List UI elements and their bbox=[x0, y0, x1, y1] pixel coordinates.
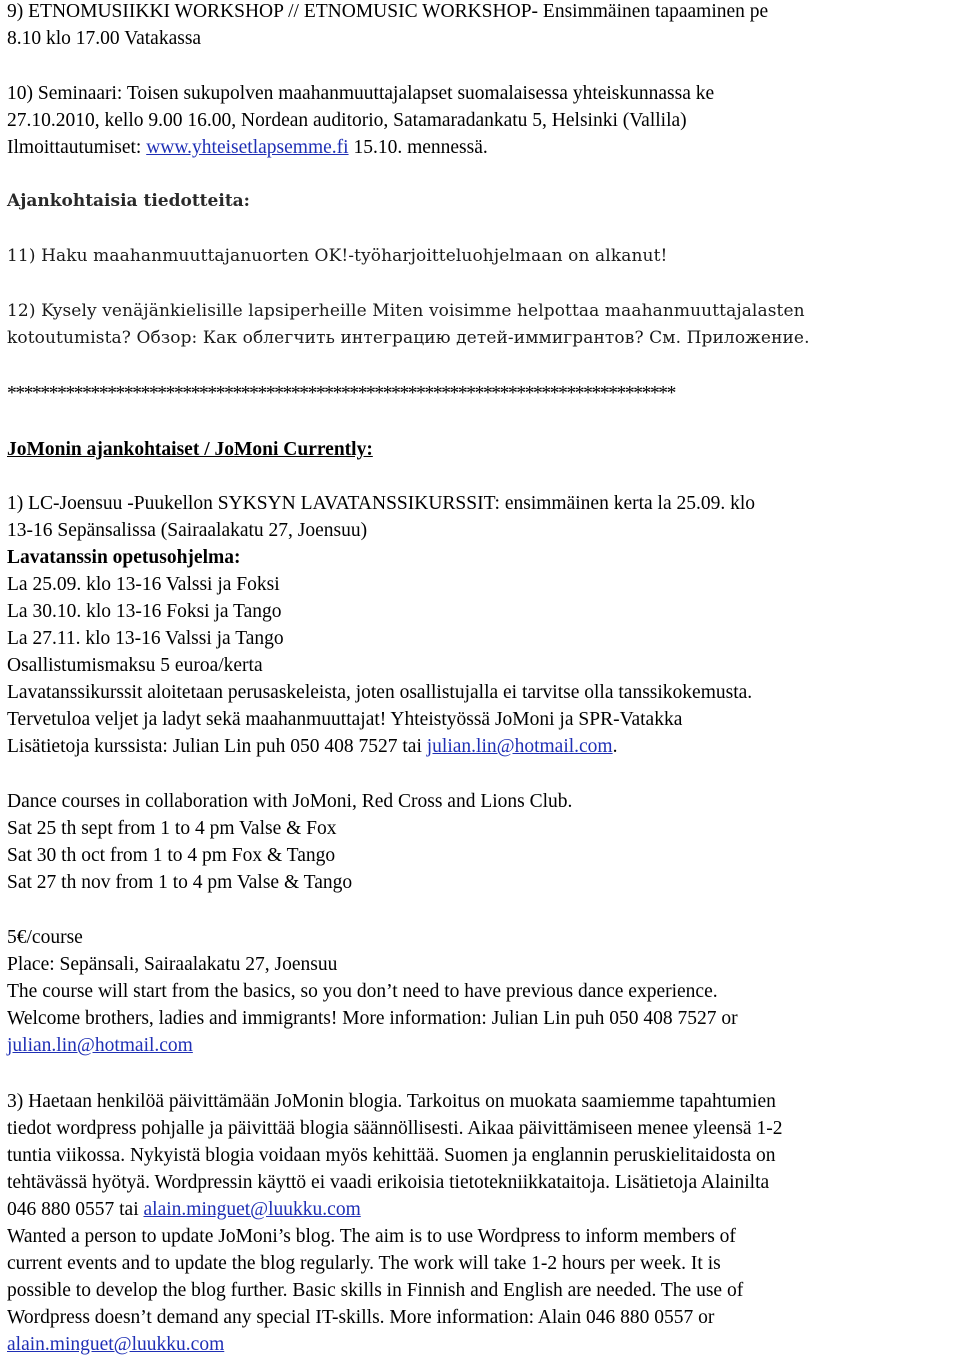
schedule-en-item: Sat 25 th sept from 1 to 4 pm Valse & Fox bbox=[7, 818, 337, 839]
item3-en-line: Wanted a person to update JoMoni’s blog. The aim is to use Wordpress to inform members of bbox=[7, 1226, 736, 1247]
price-en: 5€/course bbox=[7, 927, 83, 948]
item10-line2: 27.10.2010, kello 9.00 16.00, Nordean auditorio, Satamaradankatu 5, Helsinki (Vallila) bbox=[7, 110, 687, 131]
jomoni-heading: JoMonin ajankohtaiset / JoMoni Currently: bbox=[7, 439, 373, 460]
basics-en: The course will start from the basics, so you don’t need to have previous dance experience. bbox=[7, 981, 718, 1002]
item3-en-line: possible to develop the blog further. Basic skills in Finnish and English are needed. The use of bbox=[7, 1280, 744, 1301]
julian-email-link[interactable]: julian.lin@hotmail.com bbox=[7, 1035, 193, 1056]
info-fi-period: . bbox=[612, 736, 618, 757]
item10-registration-label: Ilmoittautumiset: bbox=[7, 137, 147, 158]
alain-email-link[interactable]: alain.minguet@luukku.com bbox=[7, 1334, 225, 1355]
jomoni-item1-line1: 1) LC-Joensuu -Puukellon SYKSYN LAVATANSSIKURSSIT: ensimmäinen kerta la 25.09. klo bbox=[7, 493, 756, 514]
welcome-en-link-line bbox=[7, 1032, 193, 1059]
item3-fi-line: tehtävässä hyötyä. Wordpressin käyttö ei vaadi erikoisia tietotekniikkataitoja. Lisätietoja Alainilta bbox=[7, 1172, 770, 1193]
program-heading: Lavatanssin opetusohjelma: bbox=[7, 547, 241, 568]
program-item: La 25.09. klo 13-16 Valssi ja Foksi bbox=[7, 574, 280, 595]
info-fi bbox=[7, 733, 617, 760]
news-item11: 11) Haku maahanmuuttajanuorten OK!-työharjoitteluohjelmaan on alkanut! bbox=[7, 246, 668, 266]
schedule-en-item: Sat 27 th nov from 1 to 4 pm Valse & Tango bbox=[7, 872, 353, 893]
julian-email-link[interactable]: julian.lin@hotmail.com bbox=[426, 736, 613, 757]
jomoni-item1-line2: 13-16 Sepänsalissa (Sairaalakatu 27, Joensuu) bbox=[7, 520, 368, 541]
news-item12-line1: 12) Kysely venäjänkielisille lapsiperheille Miten voisimme helpottaa maahanmuuttajalasten bbox=[7, 301, 805, 321]
item10-line1: 10) Seminaari: Toisen sukupolven maahanmuuttajalapset suomalaisessa yhteiskunnassa ke bbox=[7, 83, 715, 104]
place-en: Place: Sepänsali, Sairaalakatu 27, Joensuu bbox=[7, 954, 338, 975]
welcome-en: Welcome brothers, ladies and immigrants! More information: Julian Lin puh 050 408 7527 or bbox=[7, 1008, 738, 1029]
info-fi-text: Lisätietoja kurssista: Julian Lin puh 050 408 7527 tai bbox=[7, 736, 427, 757]
program-item: La 27.11. klo 13-16 Valssi ja Tango bbox=[7, 628, 284, 649]
news-item12-line2: kotoutumista? Обзор: Как облегчить интеграцию детей-иммигрантов? См. Приложение. bbox=[7, 328, 810, 348]
item3-fi-last-line bbox=[7, 1196, 361, 1223]
item3-fi-line: tiedot wordpress pohjalle ja päivittää blogia säännöllisesti. Aikaa päivittämiseen menee yleensä 1-2 bbox=[7, 1118, 783, 1139]
item3-en-line: Wordpress doesn’t demand any special IT-skills. More information: Alain 046 880 0557 or bbox=[7, 1307, 715, 1328]
item9-line1: 9) ETNOMUSIIKKI WORKSHOP // ETNOMUSIC WORKSHOP- Ensimmäinen tapaaminen pe bbox=[7, 1, 769, 22]
fee-line: Osallistumismaksu 5 euroa/kerta bbox=[7, 655, 263, 676]
item10-line3 bbox=[7, 134, 488, 161]
item10-deadline: 15.10. mennessä. bbox=[348, 137, 488, 158]
item3-en-link-line bbox=[7, 1331, 224, 1358]
news-heading: Ajankohtaisia tiedotteita: bbox=[7, 191, 250, 211]
schedule-en-item: Sat 30 th oct from 1 to 4 pm Fox & Tango bbox=[7, 845, 336, 866]
yhteisetlapsemme-link[interactable]: www.yhteisetlapsemme.fi bbox=[146, 137, 349, 158]
item3-en-line: current events and to update the blog regularly. The work will take 1-2 hours per week. It is bbox=[7, 1253, 721, 1274]
item3-fi-line: tuntia viikossa. Nykyistä blogia voidaan myös kehittää. Suomen ja englannin peruskielitaidosta on bbox=[7, 1145, 776, 1166]
welcome-fi: Tervetuloa veljet ja ladyt sekä maahanmuuttajat! Yhteistyössä JoMoni ja SPR-Vatakka bbox=[7, 709, 683, 730]
item3-fi-line: 3) Haetaan henkilöä päivittämään JoMonin blogia. Tarkoitus on muokata saamiemme tapahtumien bbox=[7, 1091, 776, 1112]
alain-email-link[interactable]: alain.minguet@luukku.com bbox=[143, 1199, 361, 1220]
item9-line2: 8.10 klo 17.00 Vatakassa bbox=[7, 28, 202, 49]
separator: ******************************************************************************** bbox=[7, 383, 676, 404]
item3-fi-phone: 046 880 0557 tai bbox=[7, 1199, 144, 1220]
program-item: La 30.10. klo 13-16 Foksi ja Tango bbox=[7, 601, 282, 622]
dance-en-intro: Dance courses in collaboration with JoMoni, Red Cross and Lions Club. bbox=[7, 791, 573, 812]
basics-fi: Lavatanssikurssit aloitetaan perusaskeleista, joten osallistujalla ei tarvitse olla tanssikokemusta. bbox=[7, 682, 753, 703]
